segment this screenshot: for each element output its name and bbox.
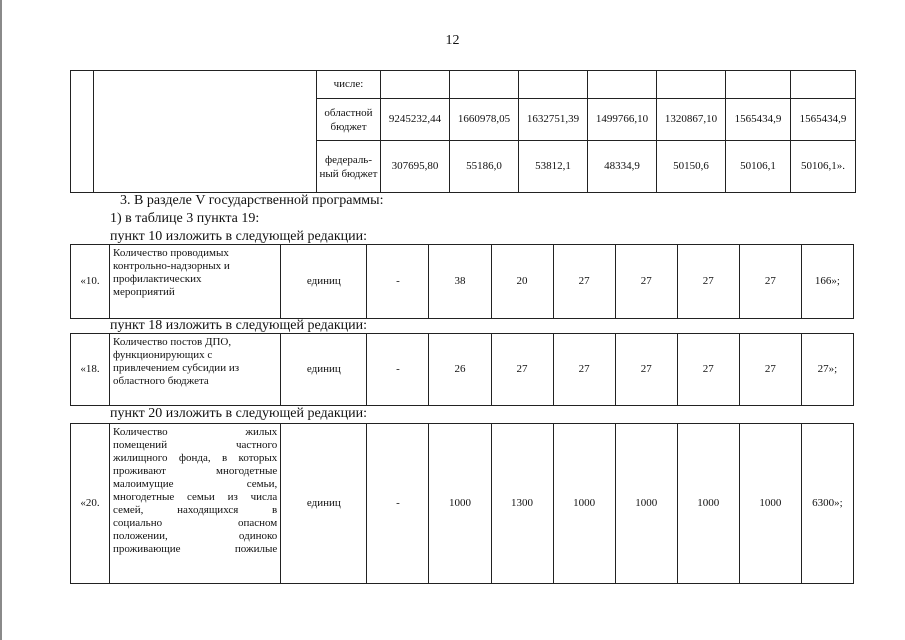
value-cell: 1000	[615, 424, 677, 584]
value-cell: 27»;	[801, 334, 853, 406]
row-number: «20.	[71, 424, 110, 584]
value-cell: 307695,80	[381, 141, 450, 193]
value-cell: 1000	[739, 424, 801, 584]
value-cell: 27	[615, 245, 677, 319]
value-cell: 1000	[677, 424, 739, 584]
row-label: числе:	[317, 71, 381, 99]
table-row-20	[70, 423, 854, 584]
table-row-10	[70, 244, 854, 319]
unit-cell: единиц	[281, 245, 367, 319]
value-cell: 27	[739, 334, 801, 406]
subsection-heading: 1) в таблице 3 пункта 19:	[110, 211, 260, 226]
budget-table	[70, 70, 856, 193]
row-label: федераль-ный бюджет	[317, 141, 381, 193]
value-cell: 27	[677, 334, 739, 406]
value-cell: 1565434,9	[791, 99, 856, 141]
value-cell: 1660978,05	[450, 99, 519, 141]
budget-row-including	[71, 71, 856, 99]
value-cell: 48334,9	[588, 141, 657, 193]
value-cell: 27	[553, 245, 615, 319]
table-row-18	[70, 333, 854, 406]
value-cell: 53812,1	[519, 141, 588, 193]
row-description: Количество жилых помещений частного жилищного фонда, в которых проживают многодетные малоимущие семьи, многодетные семьи из числа семей, находящихся в социально опасном положении, одиноко проживающие пожилые	[110, 424, 281, 584]
value-cell: 50150,6	[657, 141, 726, 193]
value-cell: 50106,1	[726, 141, 791, 193]
value-cell	[791, 71, 856, 99]
page-edge-rule	[0, 0, 2, 640]
value-cell: 1320867,10	[657, 99, 726, 141]
row-number: «18.	[71, 334, 110, 406]
value-cell: 1300	[491, 424, 553, 584]
empty-num-cell	[71, 71, 94, 193]
empty-desc-cell	[94, 71, 317, 193]
value-cell: 27	[553, 334, 615, 406]
row-description: Количество постов ДПО, функционирующих с привлечением субсидии из областного бюджета	[110, 334, 281, 406]
value-cell: 50106,1».	[791, 141, 856, 193]
row-label: областной бюджет	[317, 99, 381, 141]
instruction-p20: пункт 20 изложить в следующей редакции:	[110, 406, 367, 421]
value-cell: 27	[739, 245, 801, 319]
section-heading: 3. В разделе V государственной программы:	[120, 193, 384, 208]
value-cell	[519, 71, 588, 99]
value-cell	[381, 71, 450, 99]
value-cell: -	[367, 245, 429, 319]
page-number: 12	[445, 33, 460, 48]
value-cell: 6300»;	[801, 424, 853, 584]
unit-cell: единиц	[281, 334, 367, 406]
instruction-p10: пункт 10 изложить в следующей редакции:	[110, 229, 367, 244]
value-cell: 1499766,10	[588, 99, 657, 141]
value-cell: 9245232,44	[381, 99, 450, 141]
value-cell: 1000	[553, 424, 615, 584]
value-cell: 27	[615, 334, 677, 406]
value-cell: 166»;	[801, 245, 853, 319]
row-number: «10.	[71, 245, 110, 319]
value-cell: 1000	[429, 424, 491, 584]
instruction-p18: пункт 18 изложить в следующей редакции:	[110, 318, 367, 333]
value-cell: 20	[491, 245, 553, 319]
value-cell: 1565434,9	[726, 99, 791, 141]
value-cell	[588, 71, 657, 99]
value-cell	[657, 71, 726, 99]
value-cell	[450, 71, 519, 99]
value-cell: -	[367, 424, 429, 584]
unit-cell: единиц	[281, 424, 367, 584]
value-cell	[726, 71, 791, 99]
row-description: Количество проводимых контрольно-надзорных и профилактических мероприятий	[110, 245, 281, 319]
value-cell: 1632751,39	[519, 99, 588, 141]
value-cell: -	[367, 334, 429, 406]
value-cell: 27	[491, 334, 553, 406]
value-cell: 27	[677, 245, 739, 319]
value-cell: 26	[429, 334, 491, 406]
value-cell: 38	[429, 245, 491, 319]
value-cell: 55186,0	[450, 141, 519, 193]
